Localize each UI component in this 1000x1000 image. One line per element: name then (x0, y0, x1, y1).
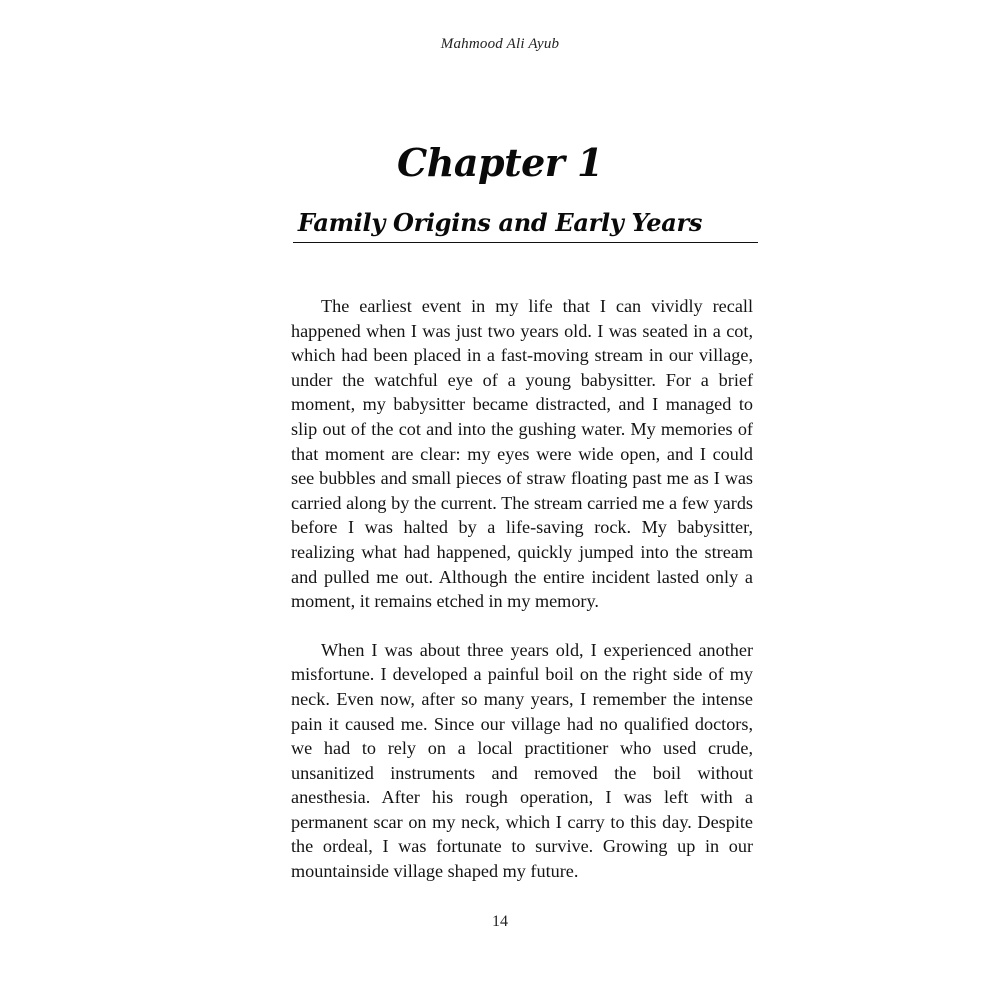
page-number: 14 (492, 913, 508, 930)
paragraph-1: The earliest event in my life that I can vividly recall happened when I was just two years old. I was seated in a cot, which had been placed in a fast-moving stream in our village, under the watchful eye of a young babysitter. For a brief moment, my babysitter became distracted, and I managed to slip out of the cot and into the gushing water. My memories of that moment are clear: my eyes were wide open, and I could see bubbles and small pieces of straw floating past me as I was carried along by the current. The stream carried me a few yards before I was halted by a life-saving rock. My babysitter, realizing what had happened, quickly jumped into the stream and pulled me out. Although the entire incident lasted only a moment, it remains etched in my memory. (291, 296, 753, 612)
running-head-author: Mahmood Ali Ayub (440, 36, 560, 52)
title-underline-rule (293, 242, 758, 243)
chapter-body (291, 294, 753, 884)
chapter-title: Chapter 1 (397, 140, 603, 185)
chapter-subtitle: Family Origins and Early Years (297, 208, 703, 237)
paragraph-2: When I was about three years old, I experienced another misfortune. I developed a painful boil on the right side of my neck. Even now, after so many years, I remember the intense pain it caused me. Since our village had no qualified doctors, we had to rely on a local practitioner who used crude, unsanitized instruments and removed the boil without anesthesia. After his rough operation, I was left with a permanent scar on my neck, which I carry to this day. Despite the ordeal, I was fortunate to survive. Growing up in our mountainside village shaped my future. (291, 639, 753, 882)
